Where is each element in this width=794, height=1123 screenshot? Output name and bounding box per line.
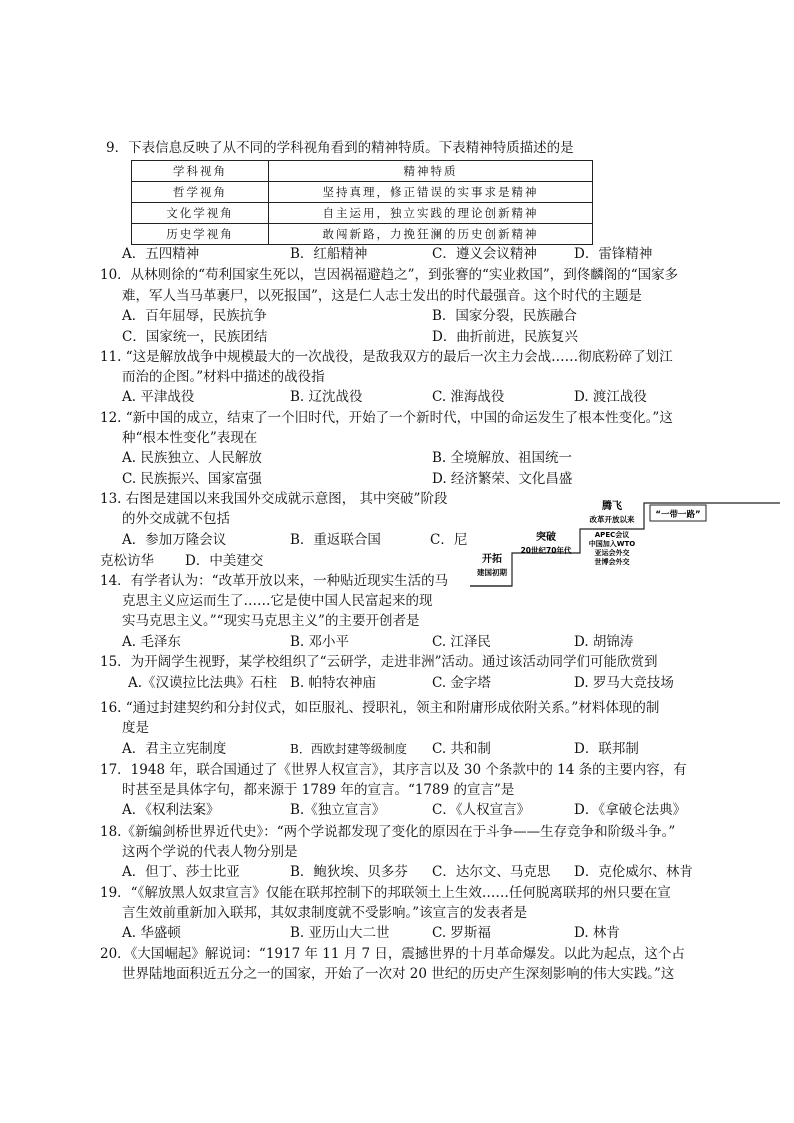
q15-option-a: A.《汉谟拉比法典》石柱: [128, 675, 278, 691]
q11-stem-line2: 而治的企图。”材料中描述的战役指: [122, 369, 325, 385]
q9-stem: 9．下表信息反映了从不同的学科视角看到的精神特质。下表精神特质描述的是: [106, 140, 574, 156]
q14-stem-line2: 克思主义应运而生了……它是使中国人民富起来的现: [122, 593, 433, 609]
q17-option-b: B.《独立宣言》: [290, 802, 386, 818]
table-header-row: [132, 161, 593, 182]
q10-option-b: B．国家分裂，民族融合: [432, 308, 577, 324]
q14-option-d: D. 胡锦涛: [574, 634, 634, 650]
q16-stem-line2: 度是: [122, 720, 149, 736]
q19-option-b: B. 亚历山大二世: [290, 925, 390, 941]
q10-stem-line2: 难，军人当马革裹尸，以死报国”，这是仁人志士发出的时代最强音。这个时代的主题是: [122, 288, 642, 304]
q9-option-c: C．遵义会议精神: [432, 246, 537, 262]
table-cell: 敢闯新路，力挽狂澜的历史创新精神: [269, 224, 593, 245]
q13-option-a: A．参加万隆会议: [122, 532, 227, 548]
q11-stem-line1: 11. “这是解放战争中规模最大的一次战役，是敌我双方的最后一次主力会战……彻底粉碎了划江: [100, 349, 673, 365]
achievement-item: 亚运会外交: [594, 549, 630, 557]
q12-option-d: D. 经济繁荣、文化昌盛: [432, 471, 573, 487]
q17-option-d: D．《拿破仑法典》: [574, 802, 687, 818]
q15-option-b: B. 帕特农神庙: [290, 675, 377, 691]
q15-option-d: D. 罗马大竞技场: [574, 675, 674, 691]
table-row: [132, 182, 593, 203]
q18-stem-line2: 这两个学说的代表人物分别是: [122, 844, 298, 860]
q13-option-c: C．尼: [430, 532, 468, 548]
q19-option-d: D. 林肯: [574, 925, 620, 941]
q9-option-b: B．红船精神: [290, 246, 368, 262]
q11-option-b: B. 辽沈战役: [290, 389, 363, 405]
q16-stem-line1: 16. “通过封建契约和分封仪式，如臣服礼、授职礼，领主和附庸形成依附关系。”材料体现的制: [100, 700, 660, 716]
table-cell: 自主运用，独立实践的理论创新精神: [269, 203, 593, 224]
q19-option-c: C. 罗斯福: [432, 925, 491, 941]
q11-option-c: C. 淮海战役: [432, 389, 505, 405]
stage-tengfei-sub: 改革开放以来: [589, 515, 635, 524]
stage-kaituo-sub: 建国初期: [477, 568, 507, 577]
table-cell: 坚持真理，修正错误的实事求是精神: [269, 182, 593, 203]
q15-option-c: C. 金字塔: [432, 675, 491, 691]
q14-option-b: B. 邓小平: [290, 634, 350, 650]
table-cell: 历史学视角: [132, 224, 269, 245]
yidaiyilu-label: “一带一路”: [655, 510, 701, 520]
table-header: 精神特质: [269, 161, 593, 182]
q18-option-a: A．但丁、莎士比亚: [122, 864, 240, 880]
q12-option-c: C. 民族振兴、国家富强: [122, 471, 262, 487]
q12-option-a: A. 民族独立、人民解放: [122, 450, 262, 466]
q9-table: [131, 160, 593, 245]
q13-option-b: B．重返联合国: [290, 532, 381, 548]
achievement-item: 世博会外交: [594, 558, 630, 566]
q13-stem-line1: 13. 右图是建国以来我国外交成就示意图， 其中突破”阶段: [100, 491, 448, 507]
achievement-item: 中国加入WTO: [588, 540, 636, 548]
q17-stem-line2: 时甚至是具体字句，都来源于 1789 年的宣言。“1789 的宣言”是: [122, 782, 515, 798]
q16-option-b: B．西欧封建等级制度: [290, 742, 407, 756]
diplomacy-stairs-diagram: [470, 493, 790, 588]
table-row: [132, 203, 593, 224]
q10-option-d: D．曲折前进，民族复兴: [432, 329, 578, 345]
q10-option-a: A．百年屈辱，民族抗争: [122, 308, 267, 324]
q17-option-c: C．《人权宣言》: [432, 802, 531, 818]
q16-option-c: C. 共和制: [432, 741, 491, 757]
q10-option-c: C．国家统一，民族团结: [122, 329, 268, 345]
table-header: 学科视角: [132, 161, 269, 182]
q16-option-d: D．联邦制: [574, 741, 639, 757]
stage-tupo: 突破: [536, 532, 556, 543]
q14-option-c: C. 江泽民: [432, 634, 491, 650]
q9-option-a: A．五四精神: [122, 246, 200, 262]
q15-stem-line1: 15．为开阔学生视野，某学校组织了“云研学，走进非洲”活动。通过该活动同学们可能欣赏到: [100, 654, 658, 670]
q13-stem-line2: 的外交成就不包括: [122, 511, 230, 527]
q18-option-d: D．克伦威尔、林肯: [574, 864, 693, 880]
table-cell: 哲学视角: [132, 182, 269, 203]
q18-stem-line1: 18.《新编剑桥世界近代史》：“两个学说都发现了变化的原因在于斗争——生存竞争和阶级斗争。”: [100, 824, 676, 840]
stage-tupo-sub: 20世纪70年代: [520, 546, 572, 555]
q19-option-a: A. 华盛顿: [122, 925, 181, 941]
q14-stem-line3: 实马克思主义。”“现实马克思主义”的主要开创者是: [122, 613, 420, 629]
q20-stem-line2: 世界陆地面积近五分之一的国家，开始了一次对 20 世纪的历史产生深刻影响的伟大实践。”这: [122, 966, 675, 982]
table-cell: 文化学视角: [132, 203, 269, 224]
q12-stem-line1: 12. “新中国的成立，结束了一个旧时代，开始了一个新时代，中国的命运发生了根本性变化。”这: [100, 410, 673, 426]
stage-kaituo: 开拓: [482, 554, 502, 565]
q11-option-d: D. 渡江战役: [574, 389, 647, 405]
q12-option-b: B. 全境解放、祖国统一: [432, 450, 573, 466]
q18-option-c: C．达尔文、马克思: [432, 864, 551, 880]
q19-stem-line1: 19．“《解放黑人奴隶宣言》仅能在联邦控制下的邦联领土上生效……任何脱离联邦的州只要在宣: [100, 885, 671, 901]
q19-stem-line2: 言生效前重新加入联邦，其奴隶制度就不受影响。”该宣言的发表者是: [122, 905, 528, 921]
table-row: [132, 224, 593, 245]
q16-option-a: A．君主立宪制度: [122, 741, 227, 757]
q12-stem-line2: 种“根本性变化”表现在: [122, 430, 258, 446]
stage-tengfei: 腾飞: [602, 501, 622, 512]
q14-option-a: A. 毛泽东: [122, 634, 181, 650]
q9-option-d: D．雷锋精神: [574, 246, 653, 262]
q17-stem-line1: 17．1948 年，联合国通过了《世界人权宣言》，其序言以及 30 个条款中的 14 条的主要内容，有: [100, 762, 687, 778]
q20-stem-line1: 20．《大国崛起》解说词：“1917 年 11 月 7 日，震撼世界的十月革命爆发。以此为起点，这个占: [100, 946, 685, 962]
q13-option-d: D．中美建交: [185, 553, 264, 569]
q10-stem-line1: 10．从林则徐的“苟利国家生死以，岂因祸福避趋之”，到张謇的“实业救国”，到佟麟阁的“国家多: [100, 267, 679, 283]
q18-option-b: B．鲍狄埃、贝多芬: [290, 864, 408, 880]
q13-option-c-cont: 克松访华: [100, 553, 154, 569]
achievement-item: APEC会议: [594, 531, 630, 539]
q11-option-a: A. 平津战役: [122, 389, 195, 405]
q14-stem-line1: 14．有学者认为：“改革开放以来，一种贴近现实生活的马: [100, 573, 449, 589]
q17-option-a: A．《权利法案》: [122, 802, 220, 818]
